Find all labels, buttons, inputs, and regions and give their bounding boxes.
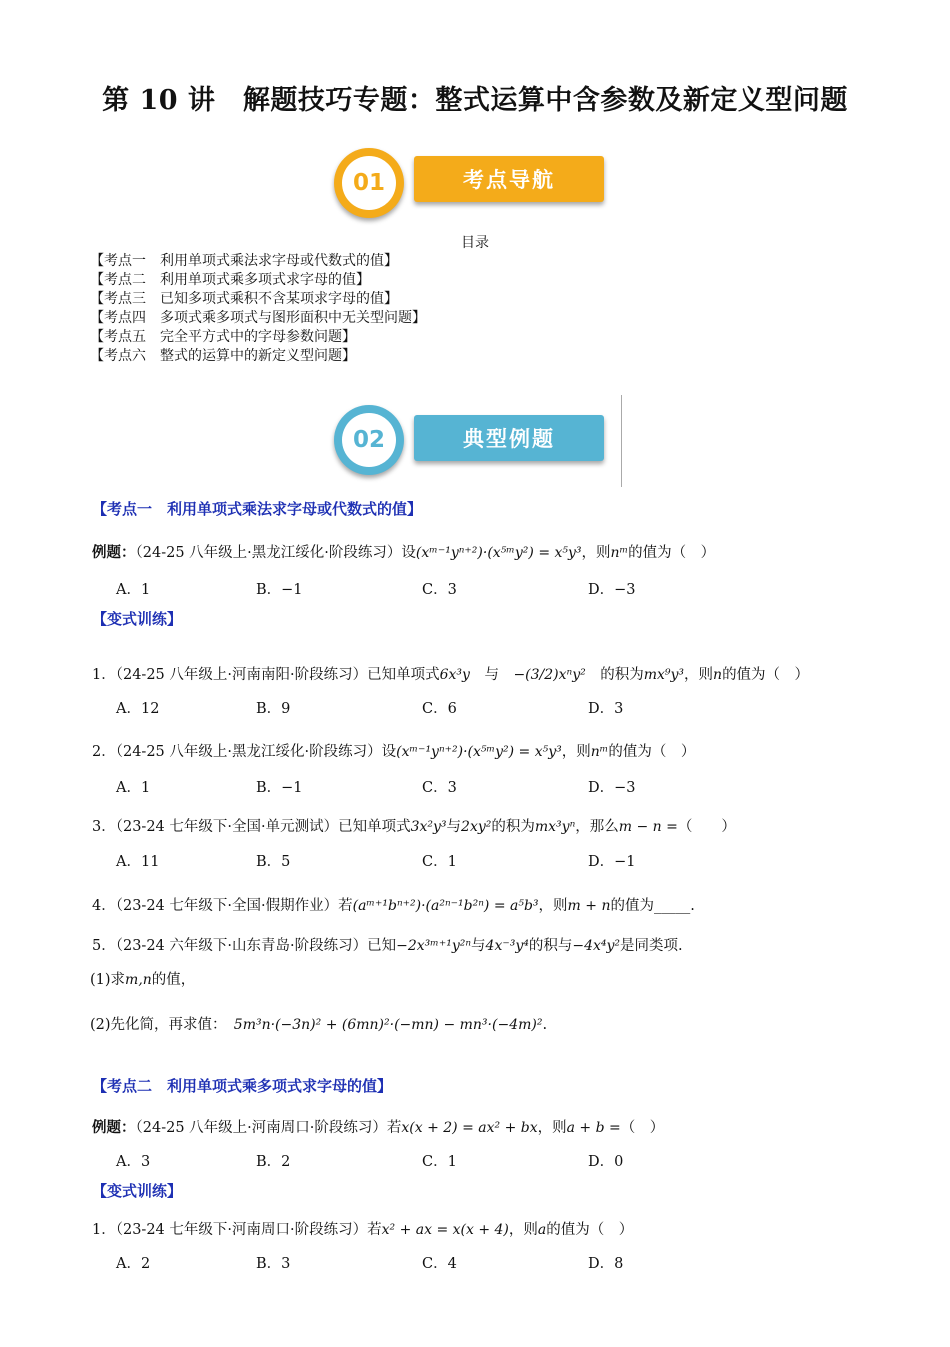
question-5-part-2: (2)先化简，再求值： 5m³n·(−3n)² + (6mn)²·(−mn) − mn³·(−4m)². [90,1017,548,1033]
badge-circle [334,405,404,475]
option-a: A．3 [116,1154,151,1170]
toc-item: 【考点五 完全平方式中的字母参数问题】 [90,329,356,345]
option-d: D．−3 [588,582,636,598]
section-heading-2: 【考点二 利用单项式乘多项式求字母的值】 [92,1077,393,1095]
question-1: 1．（23-24 七年级下·河南周口·阶段练习）若x² + ax = x(x + 4)，则a的值为（ ） [92,1222,634,1238]
section-badge-examples [334,405,609,475]
option-b: B．9 [256,701,291,717]
badge-circle [334,148,404,218]
variant-heading: 【变式训练】 [92,610,183,628]
toc-heading: 目录 [461,235,489,251]
question-3: 3．（23-24 七年级下·全国·单元测试）已知单项式3x²y³与2xy²的积为mx³yⁿ，那么m − n =（ ） [92,819,736,835]
option-c: C．6 [422,701,457,717]
option-b: B．2 [256,1154,291,1170]
toc-item: 【考点四 多项式乘多项式与图形面积中无关型问题】 [90,310,426,326]
section-badge-navigation [334,148,609,218]
option-c: C．3 [422,582,457,598]
option-d: D．−1 [588,854,636,870]
section-heading-1: 【考点一 利用单项式乘法求字母或代数式的值】 [92,500,423,518]
option-a: A．1 [116,582,151,598]
badge-banner: 典型例题 [414,415,604,461]
option-a: A．11 [116,854,160,870]
option-d: D．3 [588,701,624,717]
question-1: 1．（24-25 八年级上·河南南阳·阶段练习）已知单项式6x³y 与 −(3/2)xⁿy² 的积为mx⁹y³，则n的值为（ ） [92,667,810,683]
option-c: C．1 [422,854,457,870]
option-a: A．1 [116,780,151,796]
option-b: B．−1 [256,582,303,598]
option-d: D．8 [588,1256,624,1272]
option-d: D．0 [588,1154,624,1170]
option-d: D．−3 [588,780,636,796]
option-c: C．1 [422,1154,457,1170]
badge-banner: 考点导航 [414,156,604,202]
toc-item: 【考点三 已知多项式乘积不含某项求字母的值】 [90,291,398,307]
option-a: A．12 [116,701,160,717]
page-title: 第 10 讲 解题技巧专题：整式运算中含参数及新定义型问题 [102,85,848,116]
option-a: A．2 [116,1256,151,1272]
toc-item: 【考点二 利用单项式乘多项式求字母的值】 [90,272,370,288]
option-c: C．4 [422,1256,457,1272]
badge-number: 01 [342,156,396,210]
toc-item: 【考点六 整式的运算中的新定义型问题】 [90,348,356,364]
example-question: 例题：（24-25 八年级上·黑龙江绥化·阶段练习）设(xᵐ⁻¹yⁿ⁺²)·(x⁵ᵐy²) = x⁵y³，则nᵐ的值为（ ） [92,545,716,561]
question-4: 4．（23-24 七年级下·全国·假期作业）若(aᵐ⁺¹bⁿ⁺²)·(a²ⁿ⁻¹b²ⁿ) = a⁵b³，则m + n的值为_____. [92,898,695,914]
divider [621,395,622,487]
badge-number: 02 [342,413,396,467]
option-c: C．3 [422,780,457,796]
variant-heading: 【变式训练】 [92,1182,183,1200]
example-question: 例题：（24-25 八年级上·河南周口·阶段练习）若x(x + 2) = ax² + bx，则a + b =（ ） [92,1120,665,1136]
question-5-part-1: (1)求m,n的值， [90,972,196,988]
option-b: B．3 [256,1256,291,1272]
toc-item: 【考点一 利用单项式乘法求字母或代数式的值】 [90,253,398,269]
question-2: 2．（24-25 八年级上·黑龙江绥化·阶段练习）设(xᵐ⁻¹yⁿ⁺²)·(x⁵ᵐy²) = x⁵y³，则nᵐ的值为（ ） [92,744,696,760]
option-b: B．−1 [256,780,303,796]
option-b: B．5 [256,854,291,870]
question-5: 5．（23-24 六年级下·山东青岛·阶段练习）已知−2x³ᵐ⁺¹y²ⁿ与4x⁻³y⁴的积与−4x⁴y²是同类项. [92,938,683,954]
